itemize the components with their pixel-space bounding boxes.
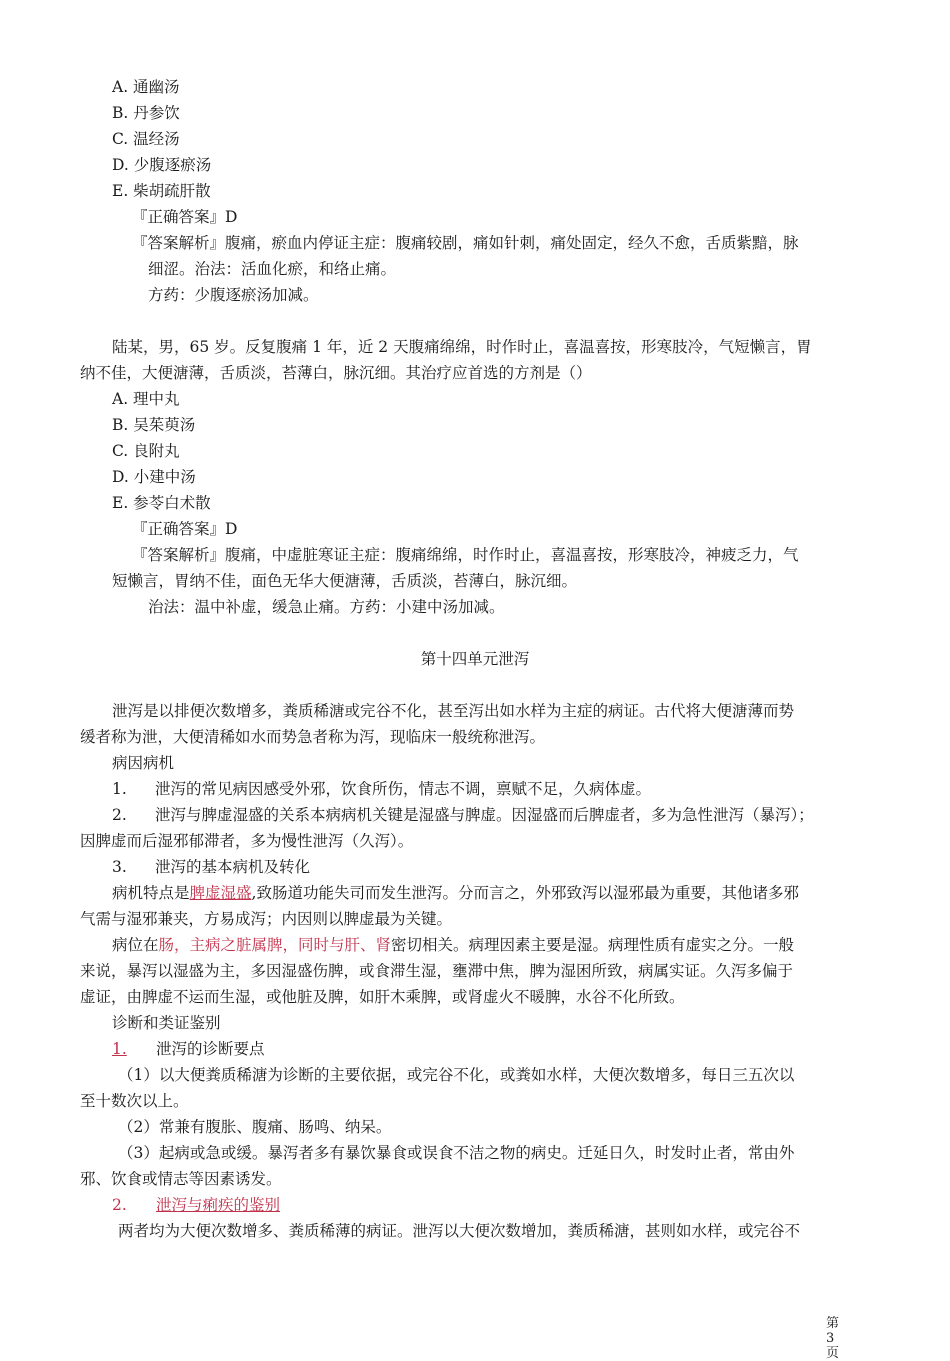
differential-line-1: 两者均为大便次数增多、粪质稀薄的病证。泄泻以大便次数增加，粪质稀溏，甚则如水样，或完谷不 [118,1222,801,1240]
pathogenesis-text: ,致肠道功能失司而发生泄泻。分而言之，外邪致泻以湿邪最为重要，其他诸多邪 [251,884,799,902]
etiology-item-1-number: 1. [112,780,127,798]
q1-answer: 『正确答案』D [132,208,238,226]
q1-option-d: D. 少腹逐瘀汤 [112,156,212,174]
q2-option-b: B. 吴茱萸汤 [112,416,196,434]
q2-stem-line-1: 陆某，男，65 岁。反复腹痛 1 年，近 2 天腹痛绵绵，时作时止，喜温喜按，形寒肢冷，气短懒言，胃 [112,338,812,356]
q1-option-e: E. 柴胡疏肝散 [112,182,211,200]
q2-analysis-line-3: 治法：温中补虚，缓急止痛。方药：小建中汤加减。 [148,598,505,616]
q2-answer: 『正确答案』D [132,520,238,538]
highlight-spleen-deficiency: 脾虚湿盛 [189,884,252,902]
q2-option-a: A. 理中丸 [112,390,180,408]
q2-option-c: C. 良附丸 [112,442,180,460]
location-line-1 [112,935,794,955]
etiology-heading: 病因病机 [112,754,175,772]
diagnosis-item-1-title: 泄泻的诊断要点 [156,1040,265,1058]
diagnosis-item-2-number: 2. [112,1196,127,1214]
etiology-item-2-text-line-1: 泄泻与脾虚湿盛的关系本病病机关键是湿盛与脾虚。因湿盛而后脾虚者，多为急性泄泻（暴泻）； [155,806,814,824]
q2-option-d: D. 小建中汤 [112,468,196,486]
intro-line-1: 泄泻是以排便次数增多，粪质稀溏或完谷不化，甚至泻出如水样为主症的病证。古代将大便溏薄而势 [112,702,795,720]
etiology-item-2-number: 2. [112,806,127,824]
intro-line-2: 缓者称为泄，大便清稀如水而势急者称为泻，现临床一般统称泄泻。 [80,728,546,746]
q2-analysis-line-1: 『答案解析』腹痛，中虚脏寒证主症：腹痛绵绵，时作时止，喜温喜按，形寒肢冷，神疲乏力，气 [132,546,799,564]
q2-stem-line-2: 纳不佳，大便溏薄，舌质淡，苔薄白，脉沉细。其治疗应首选的方剂是（） [80,364,592,382]
diagnosis-point-3-line-1: （3）起病或急或缓。暴泻者多有暴饮暴食或误食不洁之物的病史。迁延日久，时发时止者，常由外 [118,1144,795,1162]
diagnosis-point-1-line-1: （1）以大便粪质稀溏为诊断的主要依据，或完谷不化，或粪如水样，大便次数增多，每日三五次以 [118,1066,795,1084]
q1-option-a: A. 通幽汤 [112,78,180,96]
q1-analysis-line-2: 细涩。治法：活血化瘀，和络止痛。 [148,260,397,278]
location-text: 密切相关。病理因素主要是湿。病理性质有虚实之分。一般 [391,936,795,954]
q2-option-e: E. 参苓白术散 [112,494,211,512]
diagnosis-item-1-number: 1. [112,1040,127,1058]
page-number: 第 3 页 [826,1316,840,1361]
etiology-item-3-number: 3. [112,858,127,876]
q1-option-b: B. 丹参饮 [112,104,180,122]
diagnosis-item-2-heading [112,1195,280,1215]
pathogenesis-text: 病机特点是 [112,884,190,902]
location-text: 病位在 [112,936,159,954]
q1-analysis-line-3: 方药：少腹逐瘀汤加减。 [148,286,319,304]
location-line-2: 来说，暴泻以湿盛为主，多因湿盛伤脾，或食滞生湿，壅滞中焦，脾为湿困所致，病属实证。久泻多偏于 [80,962,794,980]
diagnosis-heading: 诊断和类证鉴别 [112,1014,221,1032]
location-line-3: 虚证，由脾虚不运而生湿，或他脏及脾，如肝木乘脾，或肾虚火不暖脾，水谷不化所致。 [80,988,685,1006]
etiology-item-2-text-line-2: 因脾虚而后湿邪郁滞者，多为慢性泄泻（久泻）。 [80,832,414,850]
diagnosis-point-2: （2）常兼有腹胀、腹痛、肠鸣、纳呆。 [118,1118,392,1136]
highlight-organs: 肠，主病之脏属脾，同时与肝、肾 [158,936,392,954]
q1-option-c: C. 温经汤 [112,130,180,148]
diagnosis-point-1-line-2: 至十数次以上。 [80,1092,189,1110]
diagnosis-point-3-line-2: 邪、饮食或情志等因素诱发。 [80,1170,282,1188]
q1-analysis-line-1: 『答案解析』腹痛，瘀血内停证主症：腹痛较剧，痛如针刺，痛处固定，经久不愈，舌质紫黯，脉 [132,234,799,252]
q2-analysis-line-2: 短懒言，胃纳不佳，面色无华大便溏薄，舌质淡，苔薄白，脉沉细。 [112,572,578,590]
unit-title: 第十四单元泄泻 [420,650,530,668]
diagnosis-item-2-title: 泄泻与痢疾的鉴别 [156,1196,281,1214]
pathogenesis-line-1 [112,883,799,903]
etiology-item-1-text: 泄泻的常见病因感受外邪，饮食所伤，情志不调，禀赋不足，久病体虚。 [155,780,652,798]
pathogenesis-line-2: 气需与湿邪兼夹，方易成泻；内因则以脾虚最为关键。 [80,910,453,928]
etiology-item-3-text: 泄泻的基本病机及转化 [155,858,311,876]
